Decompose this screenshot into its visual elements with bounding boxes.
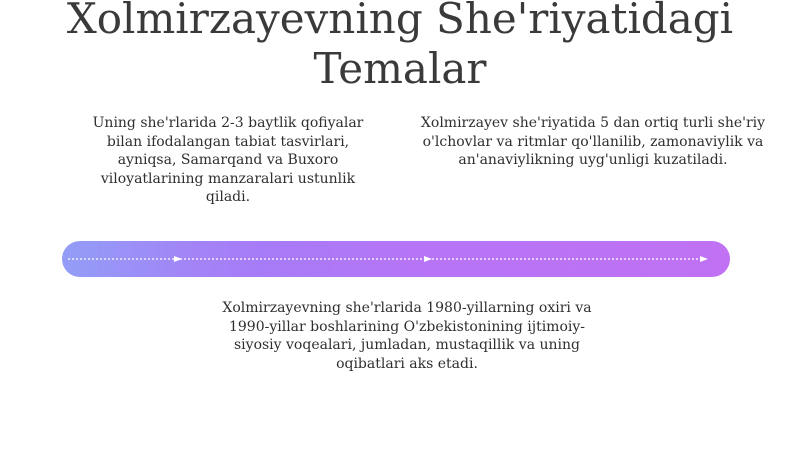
theme-text-nature: Uning she'rlarida 2-3 baytlik qofiyalar bilan ifodalangan tabiat tasvirlari, ayniqsa, Samarqand va Buxoro viloyatlarining manzaralari ustunlik qiladi. bbox=[92, 115, 364, 205]
timeline-bar bbox=[62, 241, 730, 277]
timeline-arrow-icon-3 bbox=[700, 256, 708, 262]
timeline-arrow-icon-2 bbox=[424, 256, 432, 262]
timeline-arrow-icon-1 bbox=[174, 256, 182, 262]
page-title: Xolmirzayevning She'riyatidagi Temalar bbox=[66, 0, 734, 93]
theme-text-politics: Xolmirzayevning she'rlarida 1980-yillarning oxiri va 1990-yillar boshlarining O'zbekistonining ijtimoiy-siyosiy voqealari, jumladan, mustaqillik va uning oqibatlari aks etadi. bbox=[222, 300, 592, 372]
theme-text-rhythm: Xolmirzayev she'riyatida 5 dan ortiq turli she'riy o'lchovlar va ritmlar qo'llanilib, zamonaviylik va an'anaviylikning uyg'unligi kuzatiladi. bbox=[420, 115, 766, 168]
timeline-arrow-line bbox=[62, 241, 730, 277]
